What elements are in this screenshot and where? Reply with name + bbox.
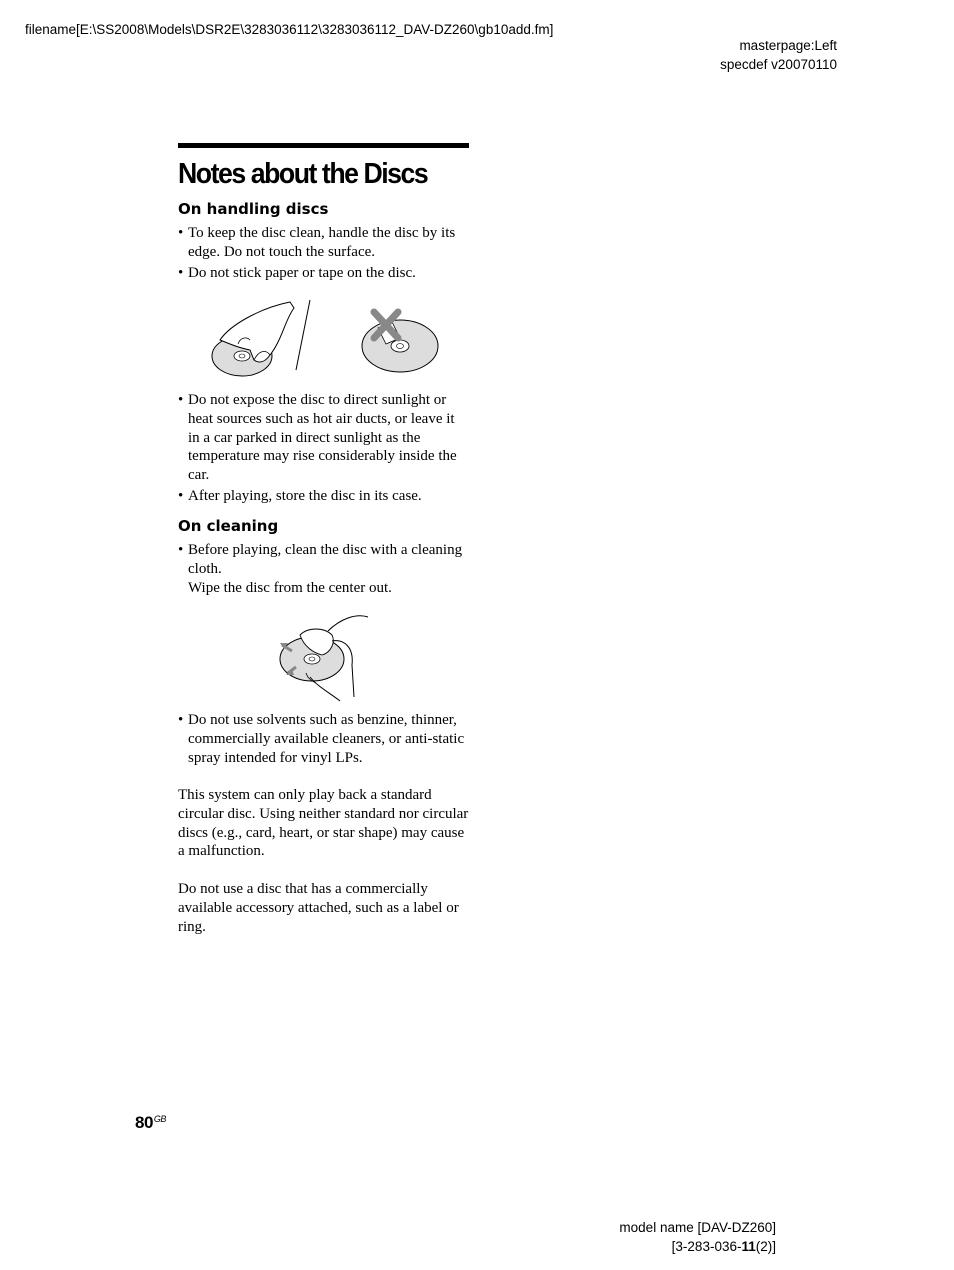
cleaning-section [178, 516, 469, 599]
cleaning-section-2 [178, 711, 469, 769]
disc-with-tape-crossed-icon [360, 308, 442, 373]
content-column [178, 143, 469, 935]
cleaning-list [178, 541, 469, 597]
header-masterpage: masterpage:Left [739, 38, 837, 53]
page-number-value: 80 [135, 1113, 153, 1132]
footer-code-suffix: (2)] [755, 1239, 776, 1254]
list-item: • After playing, store the disc in its case. [178, 487, 469, 506]
cleaning-heading: On cleaning [178, 517, 279, 535]
paragraph-circular-disc: This system can only play back a standard circular disc. Using neither standard nor circular discs (e.g., card, heart, or star shape) may cause a malfunction. [178, 787, 469, 860]
page-title: Notes about the Discs [178, 158, 428, 190]
list-item: • Do not use solvents such as benzine, thinner, commercially available cleaners, or anti-static spray intended for vinyl LPs. [178, 711, 469, 767]
footer-code-bold: 11 [741, 1239, 756, 1254]
page-number [135, 1113, 166, 1133]
cleaning-list-2 [178, 711, 469, 767]
header-filename: filename[E:\SS2008\Models\DSR2E\3283036112\3283036112_DAV-DZ260\gb10add.fm] [25, 22, 554, 37]
handling-list-top [178, 224, 469, 282]
footer-code [672, 1237, 776, 1256]
list-item [178, 541, 469, 597]
cleaning-bullet-line1: Before playing, clean the disc with a cleaning cloth. [188, 542, 463, 577]
handling-section [178, 199, 469, 284]
list-item: • To keep the disc clean, handle the disc by its edge. Do not touch the surface. [178, 224, 469, 262]
cleaning-bullet-line2: Wipe the disc from the center out. [188, 579, 392, 596]
handling-list-bottom [178, 391, 469, 506]
title-rule [178, 143, 469, 148]
handling-section-2 [178, 391, 469, 508]
list-item: • Do not expose the disc to direct sunlight or heat sources such as hot air ducts, or leave it in a car parked in direct sunlight as the temperature may rise considerably inside the car. [178, 391, 469, 485]
footer-code-prefix: [3-283-036- [671, 1239, 742, 1254]
paragraph-accessory: Do not use a disc that has a commercially available accessory attached, such as a label or ring. [178, 881, 459, 935]
handling-heading: On handling discs [178, 200, 329, 218]
page-number-suffix: GB [153, 1114, 166, 1124]
list-item: • Do not stick paper or tape on the disc. [178, 264, 469, 283]
hand-holding-disc-icon [210, 300, 320, 380]
cleaning-disc-icon [278, 613, 373, 703]
footer-model-name: model name [DAV-DZ260] [619, 1220, 776, 1235]
header-specdef: specdef v20070110 [720, 57, 837, 72]
